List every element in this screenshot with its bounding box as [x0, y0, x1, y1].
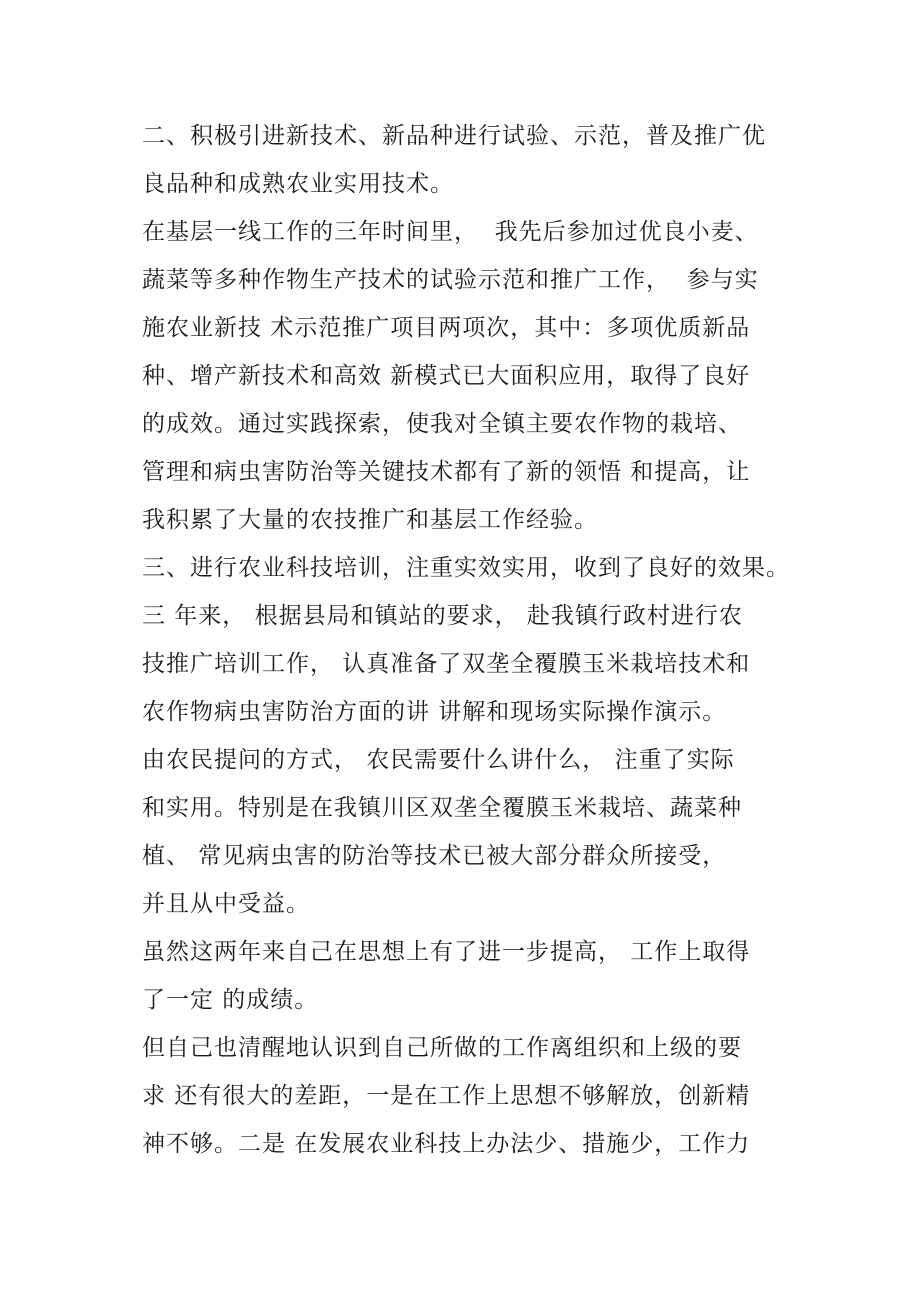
- text-line: 种、增产新技术和高效 新模式已大面积应用，取得了良好: [142, 363, 751, 389]
- text-line: 施农业新技 术示范推广项目两项次，其中：多项优质新品: [142, 315, 751, 341]
- text-line: 农作物病虫害防治方面的讲 讲解和现场实际操作演示。: [142, 699, 727, 725]
- text-line: 但自己也清醒地认识到自己所做的工作离组织和上级的要: [142, 1035, 742, 1061]
- text-line: 在基层一线工作的三年时间里， 我先后参加过优良小麦、: [142, 219, 759, 245]
- document-body: [142, 112, 792, 1168]
- text-line: 蔬菜等多种作物生产技术的试验示范和推广工作， 参与实: [142, 267, 759, 293]
- text-line: 由农民提问的方式， 农民需要什么讲什么， 注重了实际: [142, 747, 735, 773]
- text-line: 管理和病虫害防治等关键技术都有了新的领悟 和提高，让: [142, 459, 751, 485]
- text-line: 我积累了大量的农技推广和基层工作经验。: [142, 507, 598, 533]
- text-line: 二、积极引进新技术、新品种进行试验、示范，普及推广优: [142, 123, 766, 149]
- text-line: 了一定 的成绩。: [142, 987, 319, 1013]
- text-line: 的成效。通过实践探索，使我对全镇主要农作物的栽培、: [142, 411, 742, 437]
- text-line: 植、 常见病虫害的防治等技术已被大部分群众所接受，: [142, 843, 727, 869]
- text-line: 技推广培训工作， 认真准备了双垄全覆膜玉米栽培技术和: [142, 651, 751, 677]
- text-line: 神不够。二是 在发展农业科技上办法少、措施少，工作力: [142, 1131, 751, 1157]
- text-line: 虽然这两年来自己在思想上有了进一步提高， 工作上取得: [142, 939, 751, 965]
- text-line: 三 年来， 根据县局和镇站的要求， 赴我镇行政村进行农: [142, 603, 743, 629]
- text-line: 良品种和成熟农业实用技术。: [142, 171, 454, 197]
- text-line: 和实用。特别是在我镇川区双垄全覆膜玉米栽培、蔬菜种: [142, 795, 742, 821]
- text-line: 求 还有很大的差距，一是在工作上思想不够解放，创新精: [142, 1083, 751, 1109]
- text-line: 三、进行农业科技培训，注重实效实用，收到了良好的效果。: [142, 555, 790, 581]
- text-line: 并且从中受益。: [142, 891, 310, 917]
